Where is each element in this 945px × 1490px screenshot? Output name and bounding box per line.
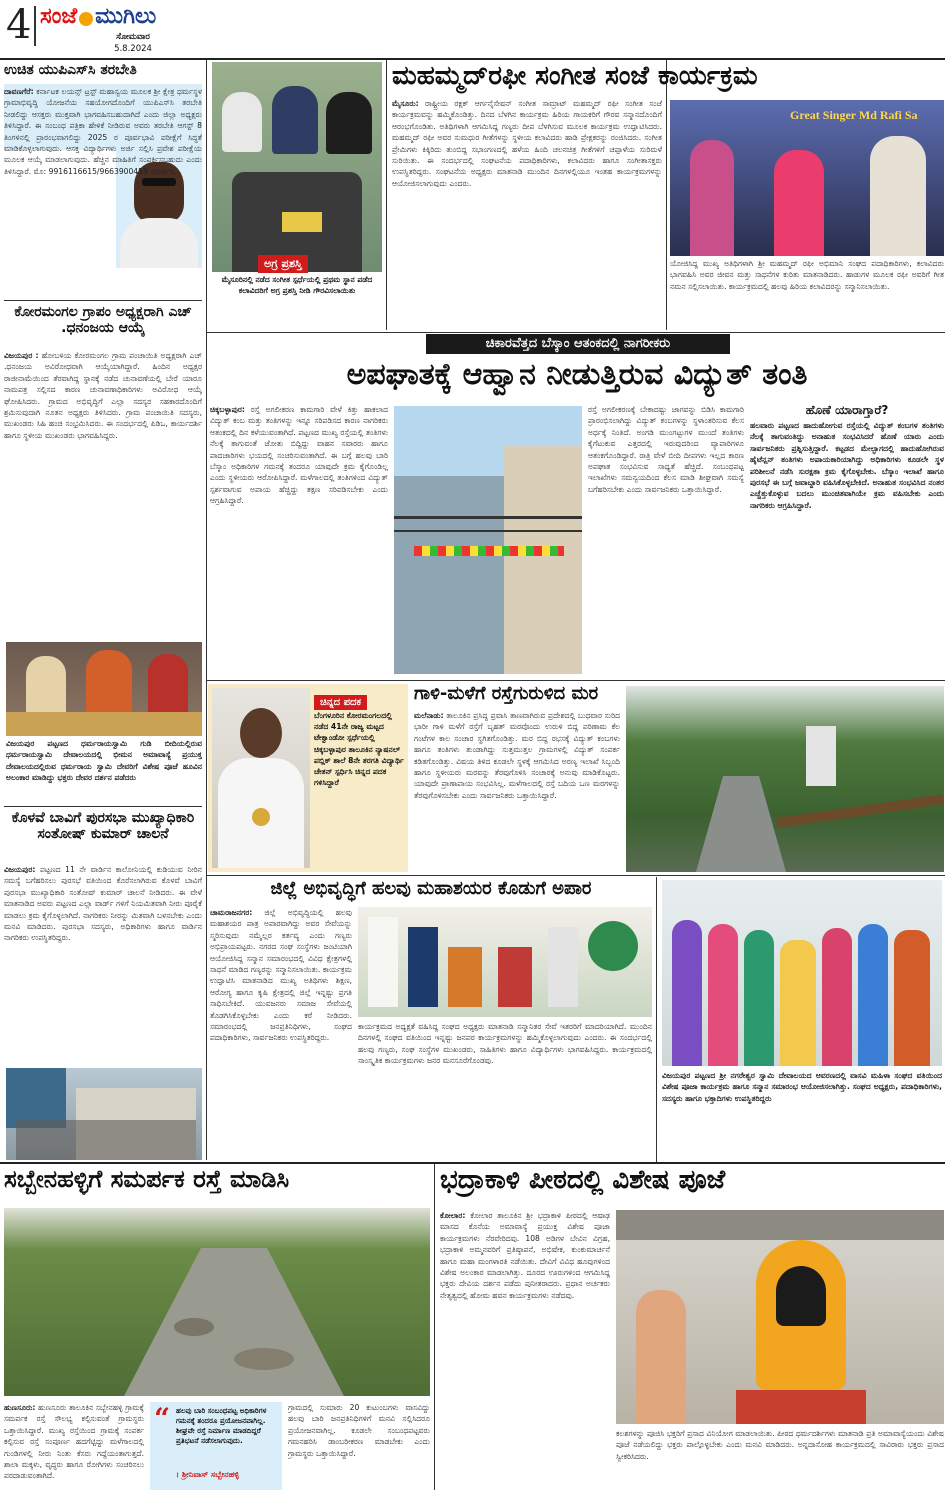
article-dateline: ಕೋಲಾರ:: [440, 1211, 466, 1220]
article-koramangala: [4, 304, 202, 638]
article-headline: ಅಪಘಾತಕ್ಕೆ ಆಹ್ವಾನ ನೀಡುತ್ತಿರುವ ವಿದ್ಯುತ್ ತಂತಿ: [346, 358, 808, 392]
article-body: [4, 1402, 144, 1490]
medal-student-photo: [212, 688, 310, 868]
article-headline: ಸಬ್ಬೇನಹಳ್ಳಿಗೆ ಸಮರ್ಪಕ ರಸ್ತೆ ಮಾಡಿಸಿ: [4, 1166, 290, 1193]
article-body: [4, 350, 202, 638]
borewell-photo: [6, 1068, 202, 1160]
district-event-photo: [358, 907, 652, 1017]
masthead-day: ಸೋಮವಾರ: [116, 32, 150, 42]
article-text: ಕರ್ನಾಟಕ ಲಯನ್ಸ್ ಟ್ರಸ್ಟ್ ಮಹಾಸ್ವಯ ಮೂಲಕ ಶ್ರೀ ಕ್ಷೇತ್ರ ಧರ್ಮಸ್ಥಳ ಗ್ರಾಮಾಭಿವೃದ್ಧಿ ಯೋಜನೆಯ ಸಹಯೋಗದೊಂದಿಗೆ ಯುಪಿಎಸ್‌ಸಿ ತರಬೇತಿ ನೀಡಲಿದ್ದು ಆಸಕ್ತರು ಮುಕ್ತವಾಗಿ ಭಾಗವಹಿಸಬಹುದಾಗಿದೆ ಎಂದು ಜಿಲ್ಲಾ ಅಧ್ಯಕ್ಷರು ತಿಳಿಸಿದ್ದಾರೆ. ಈ ಸಂಬಂಧ ಪತ್ರಿಕಾ ಹೇಳಿಕೆ ನೀಡಿರುವ ಅವರು ತರಬೇತಿ ಆಗಸ್ಟ್ 8 ತಿಂಗಳಿನಲ್ಲಿ ಪ್ರಾರಂಭವಾಗಲಿದ್ದು 2025 ರ ಪೂರ್ವಭಾವಿ ಪರೀಕ್ಷೆಗೆ ಸಿದ್ಧತೆ ಮಾಡಿಕೊಳ್ಳಲಾಗುವುದು. ಆಸಕ್ತ ವಿದ್ಯಾರ್ಥಿಗಳು ಅರ್ಜಿ ಸಲ್ಲಿಸಿ ಪ್ರವೇಶ ಪರೀಕ್ಷೆಯ ಮೂಲಕ ಆಯ್ಕೆ ಮಾಡಲಾಗುವುದು. ಹೆಚ್ಚಿನ ಮಾಹಿತಿಗೆ ಸಂಪರ್ಕಿಸಬಹುದು ಎಂದು ತಿಳಿಸಿದ್ದಾರೆ. ಮೊ: 9916116615/9663900459 ಸಂಪರ್ಕಿಸಿ.: [4, 87, 202, 176]
wire-kicker: [426, 334, 730, 354]
article-text: ಪಟ್ಟಣದ 11 ನೇ ವಾರ್ಡಿನ ಕಾಲೋನಿಯಲ್ಲಿ ಕುಡಿಯುವ ನೀರಿನ ಸಮಸ್ಯೆ ಬಗೆಹರಿಸಲು ಪುರಸಭೆ ವತಿಯಿಂದ ಕೊರೆಸಲಾಗಿರುವ ಕೊಳವೆ ಬಾವಿಗೆ ಪುರಸಭಾ ಮುಖ್ಯಾಧಿಕಾರಿ ಸಂತೋಷ್ ಕುಮಾರ್ ಚಾಲನೆ ನೀಡಿದರು. ಈ ವೇಳೆ ಮಾತನಾಡಿದ ಅವರು ಪಟ್ಟಣದ ಎಲ್ಲಾ ವಾರ್ಡ್ ಗಳಿಗೆ ನಿಯಮಿತವಾಗಿ ನೀರು ಪೂರೈಕೆ ಮಾಡಲು ಕ್ರಮ ಕೈಗೊಳ್ಳಲಾಗಿದೆ. ನಾಗರಿಕರು ನೀರನ್ನು ಮಿತವಾಗಿ ಬಳಸಬೇಕು ಎಂದು ಮನವಿ ಮಾಡಿದರು. ಪುರಸಭಾ ಸದಸ್ಯರು, ಅಧಿಕಾರಿಗಳು ಹಾಗೂ ವಾರ್ಡಿನ ನಾಗರಿಕರು ಉಪಸ್ಥಿತರಿದ್ದರು.: [4, 865, 202, 943]
temple-photo: [6, 642, 202, 736]
medal-tag: [314, 690, 367, 710]
page-number: 4: [6, 2, 32, 48]
road-quote-box: [150, 1402, 282, 1490]
article-body-b: ಗ್ರಾಮದಲ್ಲಿ ಸುಮಾರು 20 ಕುಟುಂಬಗಳು ವಾಸವಿದ್ದು ಹಲವು ಬಾರಿ ಜನಪ್ರತಿನಿಧಿಗಳಿಗೆ ಮನವಿ ಸಲ್ಲಿಸಿದರೂ ಪ್ರಯೋಜನವಾಗಿಲ್ಲ. ಕೂಡಲೇ ಸಂಬಂಧಪಟ್ಟವರು ಗಮನಹರಿಸಿ ಡಾಂಬರೀಕರಣ ಮಾಡಬೇಕು ಎಂದು ಗ್ರಾಮಸ್ಥರು ಒತ್ತಾಯಿಸಿದ್ದಾರೆ.: [288, 1403, 430, 1458]
article-wire: [210, 334, 944, 678]
award-caption: ಮೈಸೂರಿನಲ್ಲಿ ನಡೆದ ಸಂಗೀತ ಸ್ಪರ್ಧೆಯಲ್ಲಿ ಪ್ರಥಮ ಸ್ಥಾನ ಪಡೆದ ಕಲಾವಿದರಿಗೆ ಅಗ್ರ ಪ್ರಶಸ್ತಿ ನೀಡಿ ಗೌರವಿಸಲಾಯಿತು: [221, 275, 373, 295]
article-body: [210, 907, 352, 1160]
article-body-right: ಯೋಜಿಸಿದ್ದ ಮುಖ್ಯ ಅತಿಥಿಗಳಾಗಿ ಶ್ರೀ ಮಹಮ್ಮದ್ ರಫೀ ಅಭಿಮಾನಿ ಸಂಘದ ಪದಾಧಿಕಾರಿಗಳು, ಕಲಾವಿದರು ಭಾಗವಹಿಸಿ ಅವರ ಜೀವನ ಮತ್ತು ಸಾಧನೆಗಳ ಕುರಿತು ಮಾತನಾಡಿದರು. ಹಾಡುಗಳ ಮೂಲಕ ರಫೀ ಅವರಿಗೆ ಗೀತ ನಮನ ಸಲ್ಲಿಸಲಾಯಿತು. ಕಾರ್ಯಕ್ರಮದಲ್ಲಿ ಹಲವು ಹಿರಿಯ ಕಲಾವಿದರನ್ನು ಸನ್ಮಾನಿಸಲಾಯಿತು.: [670, 259, 944, 291]
article-text: ತಾಲೂಕಿನ ಪ್ರಸಿದ್ಧ ಪ್ರವಾಸಿ ತಾಣವಾಗಿರುವ ಪ್ರದೇಶದಲ್ಲಿ ಬುಧವಾರ ಸುರಿದ ಭಾರೀ ಗಾಳಿ ಮಳೆಗೆ ರಸ್ತೆಗೆ ಬೃಹತ್ ಮರವೊಂದು ಉರುಳಿ ಬಿದ್ದ ಪರಿಣಾಮ ಕೆಲ ಗಂಟೆಗಳ ಕಾಲ ಸಂಚಾರ ಸ್ಥಗಿತಗೊಂಡಿತ್ತು. ಮರ ಬಿದ್ದ ರಭಸಕ್ಕೆ ವಿದ್ಯುತ್ ಕಂಬಗಳು ಹಾಗೂ ತಂತಿಗಳು ತುಂಡಾಗಿದ್ದು ಸುತ್ತಮುತ್ತಲ ಗ್ರಾಮಗಳಲ್ಲಿ ವಿದ್ಯುತ್ ಸಂಪರ್ಕ ಕಡಿತಗೊಂಡಿತ್ತು. ವಿಷಯ ತಿಳಿದ ಕೂಡಲೇ ಸ್ಥಳಕ್ಕೆ ಆಗಮಿಸಿದ ಅರಣ್ಯ ಇಲಾಖೆ ಸಿಬ್ಬಂದಿ ಹಾಗೂ ಸ್ಥಳೀಯರು ಮರವನ್ನು ತೆರವುಗೊಳಿಸಿ ಸಂಚಾರಕ್ಕೆ ಅನುವು ಮಾಡಿಕೊಟ್ಟರು. ಯಾವುದೇ ಪ್ರಾಣಾಪಾಯ ಸಂಭವಿಸಿಲ್ಲ. ಮಳೆಗಾಲದಲ್ಲಿ ರಸ್ತೆ ಬದಿಯ ಒಣ ಮರಗಳನ್ನು ತೆರವುಗೊಳಿಸಬೇಕು ಎಂದು ಸಾರ್ವಜನಿಕರು ಒತ್ತಾಯಿಸಿದ್ದಾರೆ.: [414, 711, 620, 800]
article-headline: ಕೊಳವೆ ಬಾವಿಗೆ ಪುರಸಭಾ ಮುಖ್ಯಾಧಿಕಾರಿ ಸಂತೋಷ್ ಕುಮಾರ್ ಚಾಲನೆ: [11, 810, 195, 843]
article-text: ಹೋಬಳಿಯ ಕೋರಮಂಗಲ ಗ್ರಾಮ ಪಂಚಾಯಿತಿ ಅಧ್ಯಕ್ಷರಾಗಿ ಎಚ್ .ಧನಂಜಯ ಅವಿರೋಧವಾಗಿ ಆಯ್ಕೆಯಾಗಿದ್ದಾರೆ. ಹಿಂದಿನ ಅಧ್ಯಕ್ಷರ ರಾಜೀನಾಮೆಯಿಂದ ತೆರವಾಗಿದ್ದ ಸ್ಥಾನಕ್ಕೆ ನಡೆದ ಚುನಾವಣೆಯಲ್ಲಿ ಬೇರೆ ಯಾರೂ ನಾಮಪತ್ರ ಸಲ್ಲಿಸದ ಕಾರಣ ಚುನಾವಣಾಧಿಕಾರಿಗಳು ಅವಿರೋಧ ಆಯ್ಕೆ ಘೋಷಿಸಿದರು. ಗ್ರಾಮದ ಅಭಿವೃದ್ಧಿಗೆ ಎಲ್ಲಾ ಸದಸ್ಯರ ಸಹಕಾರದೊಂದಿಗೆ ಶ್ರಮಿಸುವುದಾಗಿ ನೂತನ ಅಧ್ಯಕ್ಷರು ತಿಳಿಸಿದರು. ಗ್ರಾಮ ಪಂಚಾಯಿತಿ ಸದಸ್ಯರು, ಮುಖಂಡರು ಸಿಹಿ ಹಂಚಿ ಸಂಭ್ರಮಿಸಿದರು. ಈ ಸಂದರ್ಭದಲ್ಲಿ ಪಿಡಿಒ, ಕಾರ್ಯದರ್ಶಿ ಹಾಗೂ ಸ್ಥಳೀಯ ಮುಖಂಡರು ಭಾಗವಹಿಸಿದ್ದರು.: [4, 351, 202, 440]
deity-pooja-photo: [616, 1210, 944, 1424]
brand-name-red: ಸಂಜೆ: [40, 4, 78, 29]
article-body-b: ಕಾರ್ಯಕ್ರಮದ ಅಧ್ಯಕ್ಷತೆ ವಹಿಸಿದ್ದ ಸಂಘದ ಅಧ್ಯಕ್ಷರು ಮಾತನಾಡಿ ಸನ್ಮಾನಿತರ ಸೇವೆ ಇತರರಿಗೆ ಮಾದರಿಯಾಗಿದೆ. ಮುಂದಿನ ದಿನಗಳಲ್ಲಿ ಸಂಘದ ವತಿಯಿಂದ ಇನ್ನಷ್ಟು ಜನಪರ ಕಾರ್ಯಕ್ರಮಗಳನ್ನು ಹಮ್ಮಿಕೊಳ್ಳಲಾಗುವುದು ಎಂದರು. ಈ ಸಂದರ್ಭದಲ್ಲಿ ಹಲವು ಗಣ್ಯರು, ಸಂಘ ಸಂಸ್ಥೆಗಳ ಮುಖಂಡರು, ಸಾಹಿತಿಗಳು ಹಾಗೂ ವಿದ್ಯಾರ್ಥಿಗಳು ಭಾಗವಹಿಸಿದ್ದರು. ಕಾರ್ಯಕ್ರಮದಲ್ಲಿ ಸಾಂಸ್ಕೃತಿಕ ಕಾರ್ಯಕ್ರಮಗಳು ಜನರ ಮನಸೂರೆಗೊಂಡವು.: [358, 1022, 652, 1066]
page-number-divider: [34, 6, 36, 46]
article-dateline: ಚಿಕ್ಕಬಳ್ಳಾಪುರ:: [210, 405, 245, 414]
article-road: [4, 1166, 430, 1490]
article-body: [210, 404, 388, 678]
article-body: [4, 86, 202, 298]
wire-sidebar: [750, 404, 944, 678]
article-body-b: ಕಲಶಗಳನ್ನು ಪೂಜಿಸಿ ಭಕ್ತರಿಗೆ ಪ್ರಸಾದ ವಿನಿಯೋಗ ಮಾಡಲಾಯಿತು. ಪೀಠದ ಧರ್ಮದರ್ಶಿಗಳು ಮಾತನಾಡಿ ಪ್ರತಿ ಅಮಾವಾಸ್ಯೆಯಂದು ವಿಶೇಷ ಪೂಜೆ ನಡೆಯಲಿದ್ದು ಭಕ್ತರು ಪಾಲ್ಗೊಳ್ಳಬೇಕು ಎಂದು ಮನವಿ ಮಾಡಿದರು. ಅನ್ನದಾಸೋಹ ಕಾರ್ಯಕ್ರಮದಲ್ಲಿ ಸಾವಿರಾರು ಭಕ್ತರು ಪ್ರಸಾದ ಸ್ವೀಕರಿಸಿದರು.: [616, 1429, 944, 1461]
award-tag-label: ಅಗ್ರ ಪ್ರಶಸ್ತಿ: [258, 255, 308, 273]
wire-kicker-label: ಚಿಕಾರವೆತ್ತದ ಬೆಸ್ಕಾಂ ಆತಂಕದಲ್ಲಿ ನಾಗರೀಕರು: [426, 334, 730, 354]
concert-photo: [670, 100, 944, 256]
road-quote: ಹಲವು ಬಾರಿ ಸಂಬಂಧಪಟ್ಟ ಅಧಿಕಾರಿಗಳ ಗಮನಕ್ಕೆ ತಂದರೂ ಪ್ರಯೋಜನವಾಗಿಲ್ಲ. ಶೀಘ್ರವೇ ರಸ್ತೆ ನಿರ್ಮಾಣ ಮಾಡದಿದ್ದರೆ ಪ್ರತಿಭಟನೆ ನಡೆಸಲಾಗುವುದು.: [176, 1406, 267, 1445]
article-tree: [414, 684, 944, 872]
article-headline: ಜಿಲ್ಲೆ ಅಭಿವೃದ್ಧಿಗೆ ಹಲವು ಮಹಾಶಯರ ಕೊಡುಗೆ ಅಪಾರ: [270, 879, 592, 899]
brand-name-blue: ಮುಗಿಲು: [95, 4, 157, 29]
article-body: [414, 710, 620, 872]
article-text: ಹುಣಸೂರು ತಾಲೂಕಿನ ಸಬ್ಬೇನಹಳ್ಳಿ ಗ್ರಾಮಕ್ಕೆ ಸಮರ್ಪಕ ರಸ್ತೆ ಸೌಲಭ್ಯ ಕಲ್ಪಿಸುವಂತೆ ಗ್ರಾಮಸ್ಥರು ಒತ್ತಾಯಿಸಿದ್ದಾರೆ. ಮುಖ್ಯ ರಸ್ತೆಯಿಂದ ಗ್ರಾಮಕ್ಕೆ ಸಂಪರ್ಕ ಕಲ್ಪಿಸುವ ರಸ್ತೆ ಸಂಪೂರ್ಣ ಹದಗೆಟ್ಟಿದ್ದು ಮಳೆಗಾಲದಲ್ಲಿ ಗುಂಡಿಗಳಲ್ಲಿ ನೀರು ನಿಂತು ಕೆಸರು ಗದ್ದೆಯಂತಾಗುತ್ತದೆ. ಶಾಲಾ ಮಕ್ಕಳು, ವೃದ್ಧರು ಹಾಗೂ ರೋಗಿಗಳು ಸಂಚರಿಸಲು ಪರದಾಡುವಂತಾಗಿದೆ.: [4, 1403, 144, 1481]
article-body: [392, 98, 662, 330]
article-dateline: ಹುಣಸೂರು:: [4, 1403, 36, 1412]
article-dateline: ದಾವಣಗೆರೆ:: [4, 87, 34, 96]
wire-street-photo: [394, 406, 582, 674]
road-quote-author: । ಶ್ರೀನಿವಾಸ್ ಸಬ್ಬೇನಹಳ್ಳಿ: [176, 1470, 240, 1479]
article-district: [210, 879, 652, 1160]
masthead-date: 5.8.2024: [114, 44, 152, 54]
women-caption: ವಿಜಯಪುರ ಪಟ್ಟಣದ ಶ್ರೀ ನಗರೇಶ್ವರ ಸ್ವಾಮಿ ದೇವಾಲಯದ ಆವರಣದಲ್ಲಿ ವಾಸವಿ ಮಹಿಳಾ ಸಂಘದ ವತಿಯಿಂದ ವಿಶೇಷ ಪೂಜಾ ಕಾರ್ಯಕ್ರಮ ಹಾಗೂ ಸನ್ಮಾನ ಸಮಾರಂಭ ಆಯೋಜಿಸಲಾಗಿತ್ತು. ಸಂಘದ ಅಧ್ಯಕ್ಷರು, ಪದಾಧಿಕಾರಿಗಳು, ಸದಸ್ಯರು ಹಾಗೂ ಭಕ್ತಾದಿಗಳು ಉಪಸ್ಥಿತರಿದ್ದರು: [662, 1071, 942, 1103]
temple-caption: ವಿಜಯಪುರ ಪಟ್ಟಣದ ಧರ್ಮರಾಯಸ್ವಾಮಿ ಗುಡಿ ಬೀದಿಯಲ್ಲಿರುವ ಧರ್ಮರಾಯಸ್ವಾಮಿ ದೇವಾಲಯದಲ್ಲಿ ಭೀಮನ ಅಮಾವಾಸ್ಯೆ ಪ್ರಯುಕ್ತ ದೇವಾಲಯದಲ್ಲಿರುವ ಧರ್ಮರಾಯ ಸ್ವಾಮಿ ದೇವರಿಗೆ ವಿಶೇಷ ಪೂಜೆ ಹೂವಿನ ಅಲಂಕಾರ ಮಾಡಿದ್ದು ಭಕ್ತರು ದೇವರ ದರ್ಶನ ಪಡೆದರು: [6, 739, 202, 783]
article-body: [440, 1210, 610, 1490]
article-medal: [208, 684, 408, 872]
sidebar-heading: ಹೊಣೆ ಯಾರಾಗ್ತಾರೆ?: [805, 404, 889, 417]
article-dateline: ಮಲೆನಾಡು:: [414, 711, 444, 720]
fallen-tree-photo: [626, 686, 944, 872]
article-headline: ಮಹಮ್ಮದ್‌ರಫೀ ಸಂಗೀತ ಸಂಜೆ ಕಾರ್ಯಕ್ರಮ: [392, 62, 758, 91]
brand-logo: [40, 4, 220, 32]
medal-text: ಬೆಂಗಳೂರಿನ ಕೋರಮಂಗಲದಲ್ಲಿ ನಡೆದ 41ನೇ ರಾಜ್ಯ ಮಟ್ಟದ ಟೇಕ್ವಾಂಡೋ ಸ್ಪರ್ಧೆಯಲ್ಲಿ ಚಿಕ್ಕಬಳ್ಳಾಪುರ ತಾಲೂಕಿನ ನ್ಯಾಷನಲ್ ಪಬ್ಲಿಕ್ ಶಾಲೆ 8ನೇ ತರಗತಿ ವಿದ್ಯಾರ್ಥಿ ಚೇತನ್ ಸ್ಪರ್ಧಿಸಿ ಚಿನ್ನದ ಪದಕ ಗಳಿಸಿದ್ದಾರೆ: [314, 711, 404, 788]
article-headline: ಕೋರಮಂಗಲ ಗ್ರಾಪಂ ಅಧ್ಯಕ್ಷರಾಗಿ ಎಚ್ .ಧನಂಜಯ ಆಯ್ಕೆ: [14, 304, 192, 337]
damaged-road-photo: [4, 1208, 430, 1396]
quote-mark-icon: “: [154, 1402, 171, 1435]
article-body: [4, 864, 202, 1066]
women-group-photo: [662, 880, 942, 1066]
article-kolave: [4, 810, 202, 1066]
article-bhadrakali: [440, 1166, 944, 1490]
article-text: ರಾಷ್ಟ್ರೀಯ ರಕ್ಷಕ್ ಆರ್ಗನೈಸೇಷನ್ ಸಂಗೀತ ಸಾಮ್ರಾಟ್ ಮಹಮ್ಮದ್ ರಫೀ ಸಂಗೀತ ಸಂಜೆ ಕಾರ್ಯಕ್ರಮವನ್ನು ಹಮ್ಮಿಕೊಂಡಿತ್ತು. ದಿನದ ಬೆಳಗಿನ ಕಾರ್ಯಕ್ರಮ ಹಿರಿಯ ಗಾಯಕರಿಗೆ ಗೌರವ ಸನ್ಮಾನದೊಂದಿಗೆ ಆರಂಭಗೊಂಡಿತು. ಅತಿಥಿಗಳಾಗಿ ಆಗಮಿಸಿದ್ದ ಗಣ್ಯರು ದೀಪ ಬೆಳಗಿಸುವ ಮೂಲಕ ಕಾರ್ಯಕ್ರಮ ಉದ್ಘಾಟಿಸಿದರು. ಮಹಮ್ಮದ್ ರಫೀ ಅವರ ಸುಮಧುರ ಗೀತೆಗಳನ್ನು ಸ್ಥಳೀಯ ಕಲಾವಿದರು ಹಾಡಿ ಪ್ರೇಕ್ಷಕರನ್ನು ರಂಜಿಸಿದರು. ಸಂಗೀತ ಪ್ರೇಮಿಗಳು ಕಿಕ್ಕಿರಿದು ತುಂಬಿದ್ದ ಸಭಾಂಗಣದಲ್ಲಿ ಹಳೆಯ ಹಿಂದಿ ಚಲನಚಿತ್ರ ಗೀತೆಗಳಿಗೆ ಚಪ್ಪಾಳೆಯ ಸುರಿಮಳೆ ಸುರಿಯಿತು. ಈ ಸಂದರ್ಭದಲ್ಲಿ ಸಂಘಟನೆಯ ಪದಾಧಿಕಾರಿಗಳು, ಕಲಾವಿದರು ಹಾಗೂ ಸಂಗೀತಾಸಕ್ತರು ಉಪಸ್ಥಿತರಿದ್ದರು. ಸಂಘಟನೆಯ ಅಧ್ಯಕ್ಷರು ಮಾತನಾಡಿ ಮುಂದಿನ ದಿನಗಳಲ್ಲಿಯೂ ಇಂತಹ ಕಾರ್ಯಕ್ರಮಗಳನ್ನು ಆಯೋಜಿಸಲಾಗುವುದು ಎಂದರು.: [392, 99, 662, 188]
article-dateline: ವಿಜಯಪುರ:: [4, 865, 36, 874]
article-headline: ಗಾಳಿ-ಮಳೆಗೆ ರಸ್ತೆಗುರುಳಿದ ಮರ: [414, 684, 599, 704]
sidebar-text: ಹಲವಾರು ಪಟ್ಟಣದ ಹಾದುಹೋಗುವ ರಸ್ತೆಯಲ್ಲಿ ವಿದ್ಯುತ್ ಕಂಬಗಳ ತಂತಿಗಳು ನೆಲಕ್ಕೆ ತಾಗುವಂತಿದ್ದು ಅನಾಹುತ ಸಂಭವಿಸಿದರೆ ಹೊಣೆ ಯಾರು ಎಂದು ಸಾರ್ವಜನಿಕರು ಪ್ರಶ್ನಿಸುತ್ತಿದ್ದಾರೆ. ಕಟ್ಟಡದ ಮೇಲ್ಭಾಗದಲ್ಲಿ ಹಾದುಹೋಗಿರುವ ಹೈಟೆನ್ಷನ್ ತಂತಿಗಳು ಅಪಾಯಕಾರಿಯಾಗಿದ್ದು ಅಧಿಕಾರಿಗಳು ಕೂಡಲೇ ಸ್ಥಳ ಪರಿಶೀಲನೆ ನಡೆಸಿ ಸುರಕ್ಷತಾ ಕ್ರಮ ಕೈಗೊಳ್ಳಬೇಕು. ಬೆಸ್ಕಾಂ ಇಲಾಖೆ ಹಾಗೂ ಪುರಸಭೆ ಈ ಬಗ್ಗೆ ಜವಾಬ್ದಾರಿ ವಹಿಸಿಕೊಳ್ಳಬೇಕಿದೆ. ಅನಾಹುತ ಸಂಭವಿಸಿದ ನಂತರ ಎಚ್ಚೆತ್ತುಕೊಳ್ಳುವ ಬದಲು ಮುಂಚಿತವಾಗಿಯೇ ಕ್ರಮ ವಹಿಸಬೇಕು ಎಂದು ನಾಗರಿಕರು ಆಗ್ರಹಿಸಿದ್ದಾರೆ.: [750, 421, 944, 510]
article-rafi: [392, 62, 944, 330]
article-headline: ಭದ್ರಾಕಾಳಿ ಪೀಠದಲ್ಲಿ ವಿಶೇಷ ಪೂಜೆ: [440, 1166, 726, 1195]
article-text: ರಸ್ತೆ ಅಗಲೀಕರಣ ಕಾಮಗಾರಿ ವೇಳೆ ಕಿತ್ತು ಹಾಕಲಾದ ವಿದ್ಯುತ್ ಕಂಬ ಮತ್ತು ತಂತಿಗಳನ್ನು ಇನ್ನೂ ಸರಿಪಡಿಸದ ಕಾರಣ ನಾಗರಿಕರು ಆತಂಕದಲ್ಲಿ ದಿನ ಕಳೆಯುವಂತಾಗಿದೆ. ಪಟ್ಟಣದ ಮುಖ್ಯ ರಸ್ತೆಯಲ್ಲಿ ತಂತಿಗಳು ನೆಲಕ್ಕೆ ತಾಗುವಂತೆ ಜೋತು ಬಿದ್ದಿದ್ದು ವಾಹನ ಸವಾರರು ಹಾಗೂ ಪಾದಚಾರಿಗಳು ಭಯದಲ್ಲಿ ಸಂಚರಿಸುವಂತಾಗಿದೆ. ಈ ಬಗ್ಗೆ ಹಲವು ಬಾರಿ ಬೆಸ್ಕಾಂ ಅಧಿಕಾರಿಗಳ ಗಮನಕ್ಕೆ ತಂದರೂ ಯಾವುದೇ ಕ್ರಮ ಕೈಗೊಂಡಿಲ್ಲ ಎಂದು ಸ್ಥಳೀಯರು ಆರೋಪಿಸಿದ್ದಾರೆ. ಮಳೆಗಾಲದಲ್ಲಿ ತಂತಿಗಳಿಂದ ವಿದ್ಯುತ್ ಸ್ಪರ್ಶವಾಗುವ ಅಪಾಯ ಹೆಚ್ಚಿದ್ದು ತಕ್ಷಣ ಸರಿಪಡಿಸಬೇಕು ಎಂದು ಆಗ್ರಹಿಸಿದ್ದಾರೆ.: [210, 405, 388, 506]
article-text: ಜಿಲ್ಲೆ ಅಭಿವೃದ್ಧಿಯಲ್ಲಿ ಹಲವು ಮಹಾಶಯರ ಪಾತ್ರ ಅಪಾರವಾಗಿದ್ದು ಅವರ ಸೇವೆಯನ್ನು ಸ್ಮರಿಸುವುದು ನಮ್ಮೆಲ್ಲರ ಕರ್ತವ್ಯ ಎಂದು ಗಣ್ಯರು ಅಭಿಪ್ರಾಯಪಟ್ಟರು. ನಗರದ ಸಂಘ ಸಂಸ್ಥೆಗಳು ಜಂಟಿಯಾಗಿ ಆಯೋಜಿಸಿದ್ದ ಸನ್ಮಾನ ಸಮಾರಂಭದಲ್ಲಿ ವಿವಿಧ ಕ್ಷೇತ್ರಗಳಲ್ಲಿ ಸಾಧನೆ ಮಾಡಿದ ಗಣ್ಯರನ್ನು ಸನ್ಮಾನಿಸಲಾಯಿತು. ಕಾರ್ಯಕ್ರಮ ಉದ್ಘಾಟಿಸಿ ಮಾತನಾಡಿದ ಮುಖ್ಯ ಅತಿಥಿಗಳು ಶಿಕ್ಷಣ, ಆರೋಗ್ಯ ಹಾಗೂ ಕೃಷಿ ಕ್ಷೇತ್ರದಲ್ಲಿ ಜಿಲ್ಲೆ ಇನ್ನಷ್ಟು ಪ್ರಗತಿ ಸಾಧಿಸಬೇಕಿದೆ. ಯುವಜನರು ಸಮಾಜ ಸೇವೆಯಲ್ಲಿ ತೊಡಗಿಸಿಕೊಳ್ಳಬೇಕು ಎಂದು ಕರೆ ನೀಡಿದರು. ಸಮಾರಂಭದಲ್ಲಿ ಜನಪ್ರತಿನಿಧಿಗಳು, ಸಂಘದ ಪದಾಧಿಕಾರಿಗಳು, ಸಾರ್ವಜನಿಕರು ಉಪಸ್ಥಿತರಿದ್ದರು.: [210, 908, 352, 1043]
award-photo: [212, 62, 382, 272]
stage-banner: Great Singer Md Rafi Sa: [790, 108, 918, 122]
article-dateline: ಚಾಮರಾಜನಗರ:: [210, 908, 253, 917]
sun-icon: [79, 12, 93, 26]
article-text: ಕೋಲಾರ ತಾಲೂಕಿನ ಶ್ರೀ ಭದ್ರಾಕಾಳಿ ಪೀಠದಲ್ಲಿ ಆಷಾಢ ಮಾಸದ ಕೊನೆಯ ಅಮಾವಾಸ್ಯೆ ಪ್ರಯುಕ್ತ ವಿಶೇಷ ಪೂಜಾ ಕಾರ್ಯಕ್ರಮಗಳು ನೆರವೇರಿದವು. 108 ಅಡಿಗಳ ಬೇವಿನ ವಿಗ್ರಹ, ಭದ್ರಾಕಾಳಿ ಅಮ್ಮನವರಿಗೆ ಪ್ರತಿಷ್ಠಾಪನೆ, ಅಭಿಷೇಕ, ಕುಂಕುಮಾರ್ಚನೆ ಹಾಗೂ ಮಹಾ ಮಂಗಳಾರತಿ ನಡೆಯಿತು. ದೇವಿಗೆ ವಿವಿಧ ಹೂವುಗಳಿಂದ ವಿಶೇಷ ಅಲಂಕಾರ ಮಾಡಲಾಗಿತ್ತು. ದೂರದ ಊರುಗಳಿಂದ ಆಗಮಿಸಿದ್ದ ಭಕ್ತರು ದೇವಿಯ ದರ್ಶನ ಪಡೆದು ಪುನೀತರಾದರು. ಪ್ರಧಾನ ಅರ್ಚಕರು ನೇತೃತ್ವದಲ್ಲಿ ಹೋಮ ಹವನ ಕಾರ್ಯಕ್ರಮಗಳು ನಡೆದವು.: [440, 1211, 610, 1300]
masthead: [0, 0, 945, 56]
article-body-b: ರಸ್ತೆ ಅಗಲೀಕರಣಕ್ಕೆ ಬೇಕಾದಷ್ಟು ಜಾಗವನ್ನು ಬಿಡಿಸಿ ಕಾಮಗಾರಿ ಪ್ರಾರಂಭಿಸಲಾಗಿದ್ದು ವಿದ್ಯುತ್ ಕಂಬಗಳನ್ನು ಸ್ಥಳಾಂತರಿಸುವ ಕೆಲಸ ಅರ್ಧಕ್ಕೆ ನಿಂತಿದೆ. ಅಂಗಡಿ ಮುಂಗಟ್ಟುಗಳ ಮುಂದೆ ತಂತಿಗಳು ಕೈಗೆಟುಕುವ ಎತ್ತರದಲ್ಲಿ ಇರುವುದರಿಂದ ವ್ಯಾಪಾರಿಗಳೂ ಆತಂಕಗೊಂಡಿದ್ದಾರೆ. ರಾತ್ರಿ ವೇಳೆ ಬೀದಿ ದೀಪಗಳು ಇಲ್ಲದ ಕಾರಣ ಅಪಘಾತ ಸಂಭವಿಸುವ ಸಾಧ್ಯತೆ ಹೆಚ್ಚಿದೆ. ಸಂಬಂಧಪಟ್ಟ ಇಲಾಖೆಗಳು ಸಮನ್ವಯದಿಂದ ಕೆಲಸ ಮಾಡಿ ಶೀಘ್ರವಾಗಿ ಸಮಸ್ಯೆ ಬಗೆಹರಿಸಬೇಕು ಎಂದು ಸಾರ್ವಜನಿಕರು ಒತ್ತಾಯಿಸಿದ್ದಾರೆ.: [588, 405, 744, 494]
award-tag: [258, 252, 308, 273]
article-dateline: ವಿಜಯಪುರ :: [4, 351, 39, 360]
article-dateline: ಮೈಸೂರು:: [392, 99, 419, 108]
article-upsc: [4, 62, 202, 298]
medal-tag-label: ಚಿನ್ನದ ಪದಕ: [314, 695, 367, 710]
article-headline: ಉಚಿತ ಯುಪಿಎಸ್‌ಸಿ ತರಬೇತಿ: [4, 62, 137, 78]
